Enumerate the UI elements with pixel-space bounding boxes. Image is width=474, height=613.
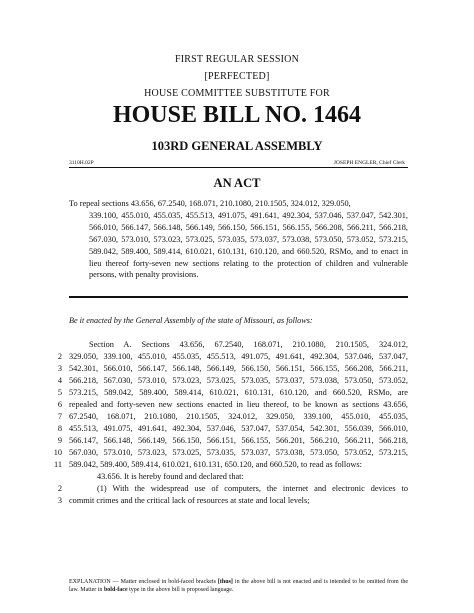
line-number: 4 bbox=[57, 376, 62, 385]
explanation-text-2: in the above bill is not enacted and is intended to be omitted from the law. Matter in bbox=[69, 579, 409, 593]
line-number: 8 bbox=[57, 424, 62, 433]
bill-line: 566.147, 566.148, 566.149, 566.150, 566.151, 566.155, 566.201, 566.210, 566.211, 566.218, bbox=[69, 436, 408, 445]
document-number: 3110H.02P bbox=[69, 160, 94, 166]
general-assembly: 103RD GENERAL ASSEMBLY bbox=[151, 139, 323, 153]
perfected-line: [PERFECTED] bbox=[204, 71, 270, 82]
line-number: 3 bbox=[57, 496, 62, 505]
explanation-text-3: type in the above bill is proposed language. bbox=[129, 587, 234, 593]
explanation-bracket: [thus] bbox=[217, 579, 233, 585]
bill-line: 566.218, 567.030, 573.010, 573.023, 573.025, 573.035, 573.037, 573.038, 573.050, 573.052, bbox=[69, 376, 408, 385]
line-number: 10 bbox=[53, 448, 62, 457]
header-rule bbox=[69, 167, 408, 168]
bill-line: 542.301, 566.010, 566.147, 566.148, 566.149, 566.150, 566.151, 566.155, 566.208, 566.211, bbox=[69, 364, 408, 373]
line-number: 6 bbox=[57, 400, 62, 409]
act-rule bbox=[69, 296, 408, 298]
explanation-note bbox=[69, 578, 408, 594]
bill-line: 567.030, 573.010, 573.023, 573.025, 573.035, 573.037, 573.038, 573.050, 573.052, 573.215, bbox=[69, 448, 408, 457]
bill-line: 455.513, 491.075, 491.641, 492.304, 537.046, 537.047, 537.054, 542.301, 556.039, 566.010, bbox=[69, 424, 408, 433]
bill-line: Section A. Sections 43.656, 67.2540, 168.071, 210.1080, 210.1505, 324.012, bbox=[89, 340, 408, 349]
explanation-text-1: Matter enclosed in bold-faced brackets bbox=[120, 579, 216, 585]
bill-title: HOUSE BILL NO. 1464 bbox=[112, 102, 362, 128]
act-heading: AN ACT bbox=[213, 176, 261, 190]
line-number: 5 bbox=[57, 388, 62, 397]
act-continuation: 339.100, 455.010, 455.035, 455.513, 491.075, 491.641, 492.304, 537.046, 537.047, 542.301, 566.010, 566.147, 566.148, 566.149, 566.150, 566.151, 566.155, 566.208, 566.211, 566.218, 567.030, 573.010, 573.023, 573.025, 573.035, 573.037, 573.038, 573.050, 573.052, 573.215, 589.042, 589.400, 589.414, 610.021, 610.131, 610.120, and 660.520, RSMo, and to enact in lieu thereof forty-seven new sections relating to the protection of children and vulnerable persons, with penalty provisions. bbox=[89, 210, 408, 280]
line-number: 7 bbox=[57, 412, 62, 421]
explanation-bold-face: bold-face bbox=[103, 587, 128, 593]
session-line: FIRST REGULAR SESSION bbox=[174, 54, 300, 65]
line-number: 11 bbox=[54, 460, 62, 469]
act-first-line: To repeal sections 43.656, 67.2540, 168.071, 210.1080, 210.1505, 324.012, 329.050, bbox=[69, 199, 351, 208]
bill-line: (1) With the widespread use of computers, the internet and electronic devices to bbox=[97, 484, 408, 493]
line-number: 2 bbox=[57, 352, 62, 361]
bill-line: 67.2540, 168.071, 210.1080, 210.1505, 324.012, 329.050, 339.100, 455.010, 455.035, bbox=[69, 412, 408, 421]
bill-line: commit crimes and the critical lack of resources at state and local levels; bbox=[69, 496, 310, 505]
bill-line: 589.042, 589.400, 589.414, 610.021, 610.131, 650.120, and 660.520, to read as follows: bbox=[69, 460, 362, 469]
bill-line: 43.656. It is hereby found and declared that: bbox=[97, 472, 244, 481]
explanation-label: EXPLANATION — bbox=[69, 579, 119, 585]
chief-clerk: JOSEPH ENGLER, Chief Clerk bbox=[333, 160, 405, 166]
line-number: 9 bbox=[57, 436, 62, 445]
bill-line: 329.050, 339.100, 455.010, 455.035, 455.513, 491.075, 491.641, 492.304, 537.046, 537.047, bbox=[69, 352, 408, 361]
bill-line: 573.215, 589.042, 589.400, 589.414, 610.021, 610.131, 610.120, and 660.520, RSMo, are bbox=[69, 388, 408, 397]
bill-line: repealed and forty-seven new sections enacted in lieu thereof, to be known as sections 43.656, bbox=[69, 400, 408, 409]
line-number: 2 bbox=[57, 484, 62, 493]
act-body bbox=[69, 198, 408, 281]
substitute-line: HOUSE COMMITTEE SUBSTITUTE FOR bbox=[144, 88, 330, 99]
line-number: 3 bbox=[57, 364, 62, 373]
enacting-clause: Be it enacted by the General Assembly of the state of Missouri, as follows: bbox=[69, 316, 313, 325]
